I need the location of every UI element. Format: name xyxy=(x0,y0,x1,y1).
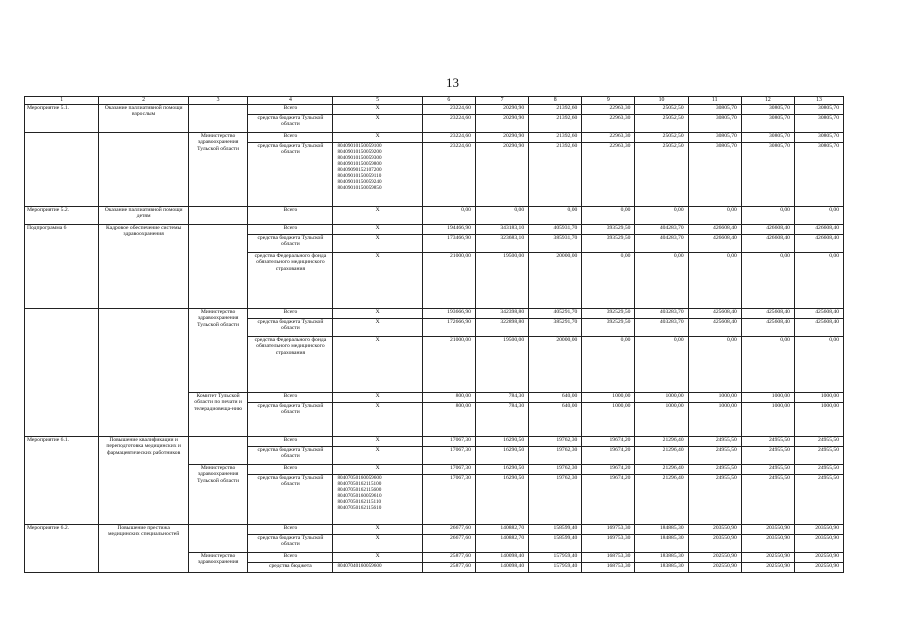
amount: 0,00 xyxy=(422,206,475,224)
amount: 30805,70 xyxy=(794,104,843,114)
amount: 140882,70 xyxy=(475,524,528,534)
amount: 19500,00 xyxy=(475,252,528,308)
amount: 30805,70 xyxy=(741,114,794,132)
funding-source: средства бюджета Тульской области xyxy=(248,446,333,464)
amount: 784,30 xyxy=(475,402,528,436)
amount: 0,00 xyxy=(688,206,741,224)
amount: 0,00 xyxy=(529,206,582,224)
executor: Министерство здравоохранения Тульской области xyxy=(188,464,248,524)
amount: 426608,40 xyxy=(688,234,741,252)
executor xyxy=(188,104,248,132)
amount: 0,00 xyxy=(794,252,843,308)
amount: 30805,70 xyxy=(741,142,794,206)
amount: 426608,40 xyxy=(741,224,794,234)
amount: 183885,30 xyxy=(635,562,688,572)
measure-title: Повышение престижа медицинских специальностей xyxy=(99,524,188,572)
budget-code: Х xyxy=(333,392,422,402)
amount: 19674,20 xyxy=(582,436,635,446)
budget-code: Х xyxy=(333,252,422,308)
funding-source: Всего xyxy=(248,464,333,474)
funding-source: Всего xyxy=(248,206,333,224)
amount: 0,00 xyxy=(741,252,794,308)
funding-source: Всего xyxy=(248,552,333,562)
amount: 24955,50 xyxy=(794,446,843,464)
budget-code: Х xyxy=(333,132,422,142)
amount: 157959,40 xyxy=(529,552,582,562)
amount: 24955,50 xyxy=(794,464,843,474)
amount: 25877,60 xyxy=(422,552,475,562)
budget-code: 80407040160059600 xyxy=(333,562,422,572)
amount: 0,00 xyxy=(688,336,741,392)
measure-name: Мероприятие 5.2. xyxy=(25,206,99,224)
amount: 21296,40 xyxy=(635,474,688,524)
measure-title xyxy=(99,308,188,436)
amount: 21296,40 xyxy=(635,436,688,446)
amount: 20290,90 xyxy=(475,142,528,206)
amount: 25052,50 xyxy=(635,114,688,132)
table-row xyxy=(25,308,844,318)
amount: 0,00 xyxy=(635,252,688,308)
funding-source: Всего xyxy=(248,308,333,318)
budget-code: 80409010150059100 80409010150059200 80409010150059300 80409010150059800 80409090152107200 80409010150059110 80409010150059240 80409010150059850 xyxy=(333,142,422,206)
amount: 203550,90 xyxy=(794,534,843,552)
amount: 322898,80 xyxy=(475,318,528,336)
amount: 25052,50 xyxy=(635,132,688,142)
amount: 21296,40 xyxy=(635,464,688,474)
budget-code: Х xyxy=(333,206,422,224)
amount: 20290,90 xyxy=(475,104,528,114)
amount: 158599,40 xyxy=(529,534,582,552)
amount: 0,00 xyxy=(741,336,794,392)
budget-code: Х xyxy=(333,224,422,234)
column-number: 9 xyxy=(582,97,635,105)
amount: 640,00 xyxy=(529,392,582,402)
funding-source: средства Федерального фонда обязательного медицинского страхования xyxy=(248,336,333,392)
amount: 20290,90 xyxy=(475,114,528,132)
amount: 426608,40 xyxy=(688,224,741,234)
financing-table xyxy=(24,96,844,573)
amount: 22963,30 xyxy=(582,114,635,132)
amount: 25877,60 xyxy=(422,562,475,572)
amount: 26677,60 xyxy=(422,534,475,552)
budget-code: Х xyxy=(333,104,422,114)
amount: 19762,30 xyxy=(529,436,582,446)
budget-code: Х xyxy=(333,318,422,336)
funding-source: Всего xyxy=(248,392,333,402)
amount: 784,30 xyxy=(475,392,528,402)
amount: 1000,00 xyxy=(688,402,741,436)
amount: 202550,90 xyxy=(794,552,843,562)
amount: 404283,70 xyxy=(635,224,688,234)
amount: 203550,90 xyxy=(688,524,741,534)
amount: 23224,60 xyxy=(422,114,475,132)
amount: 425608,40 xyxy=(688,318,741,336)
amount: 21392,60 xyxy=(529,132,582,142)
amount: 425608,40 xyxy=(688,308,741,318)
budget-code: Х xyxy=(333,552,422,562)
amount: 168753,30 xyxy=(582,552,635,562)
executor: Министерство здравоохранения xyxy=(188,552,248,572)
amount: 19762,30 xyxy=(529,464,582,474)
amount: 203550,90 xyxy=(794,524,843,534)
measure-title: Кадровое обеспечение системы здравоохранения xyxy=(99,224,188,308)
amount: 30805,70 xyxy=(794,114,843,132)
amount: 19762,30 xyxy=(529,474,582,524)
amount: 342398,80 xyxy=(475,308,528,318)
amount: 30805,70 xyxy=(741,104,794,114)
table-row xyxy=(25,224,844,234)
amount: 392529,50 xyxy=(582,308,635,318)
amount: 0,00 xyxy=(635,336,688,392)
amount: 425608,40 xyxy=(741,318,794,336)
column-number: 11 xyxy=(688,97,741,105)
budget-code: Х xyxy=(333,114,422,132)
amount: 25052,50 xyxy=(635,142,688,206)
amount: 30805,70 xyxy=(688,142,741,206)
column-number: 12 xyxy=(741,97,794,105)
measure-name: Мероприятие 5.1. xyxy=(25,104,99,132)
amount: 800,00 xyxy=(422,392,475,402)
amount: 168753,30 xyxy=(582,562,635,572)
amount: 23224,60 xyxy=(422,104,475,114)
amount: 393529,50 xyxy=(582,234,635,252)
amount: 425608,40 xyxy=(741,308,794,318)
amount: 21392,60 xyxy=(529,104,582,114)
amount: 157959,40 xyxy=(529,562,582,572)
budget-code: 80407050160059600 80407050162115100 80407050162115600 80407050160059610 80407050162115110 80407050162115610 xyxy=(333,474,422,524)
amount: 403283,70 xyxy=(635,308,688,318)
amount: 0,00 xyxy=(475,206,528,224)
amount: 140098,40 xyxy=(475,562,528,572)
measure-name xyxy=(25,308,99,436)
amount: 30805,70 xyxy=(741,132,794,142)
amount: 202550,90 xyxy=(741,562,794,572)
amount: 0,00 xyxy=(582,206,635,224)
amount: 1000,00 xyxy=(635,392,688,402)
amount: 202550,90 xyxy=(794,562,843,572)
measure-name xyxy=(25,132,99,206)
funding-source: средства бюджета Тульской области xyxy=(248,114,333,132)
column-number: 3 xyxy=(188,97,248,105)
amount: 19674,20 xyxy=(582,464,635,474)
amount: 25052,50 xyxy=(635,104,688,114)
amount: 1000,00 xyxy=(582,392,635,402)
amount: 323683,10 xyxy=(475,234,528,252)
measure-title xyxy=(99,132,188,206)
amount: 26677,60 xyxy=(422,524,475,534)
budget-code: Х xyxy=(333,234,422,252)
amount: 183885,30 xyxy=(635,552,688,562)
amount: 404283,70 xyxy=(635,234,688,252)
amount: 426608,40 xyxy=(741,234,794,252)
funding-source: средства бюджета Тульской области xyxy=(248,402,333,436)
amount: 172666,90 xyxy=(422,318,475,336)
amount: 22963,30 xyxy=(582,142,635,206)
amount: 24955,50 xyxy=(741,464,794,474)
amount: 158599,40 xyxy=(529,524,582,534)
amount: 22963,30 xyxy=(582,104,635,114)
table-row xyxy=(25,132,844,142)
measure-name: Мероприятие 6.1. xyxy=(25,436,99,524)
funding-source: Всего xyxy=(248,524,333,534)
column-number: 8 xyxy=(529,97,582,105)
funding-source: Всего xyxy=(248,436,333,446)
amount: 1000,00 xyxy=(794,392,843,402)
amount: 403283,70 xyxy=(635,318,688,336)
amount: 21000,00 xyxy=(422,252,475,308)
amount: 19762,30 xyxy=(529,446,582,464)
amount: 140098,40 xyxy=(475,552,528,562)
table-header-row xyxy=(25,97,844,105)
amount: 17067,30 xyxy=(422,446,475,464)
amount: 184885,30 xyxy=(635,534,688,552)
amount: 405931,70 xyxy=(529,224,582,234)
amount: 30805,70 xyxy=(688,104,741,114)
amount: 425608,40 xyxy=(794,308,843,318)
amount: 16290,50 xyxy=(475,446,528,464)
table-row xyxy=(25,206,844,224)
amount: 426608,40 xyxy=(794,224,843,234)
amount: 184885,30 xyxy=(635,524,688,534)
amount: 0,00 xyxy=(635,206,688,224)
amount: 343183,10 xyxy=(475,224,528,234)
amount: 405291,70 xyxy=(529,308,582,318)
amount: 392529,50 xyxy=(582,318,635,336)
amount: 140882,70 xyxy=(475,534,528,552)
measure-title: Оказание паллиативной помощи детям xyxy=(99,206,188,224)
amount: 1000,00 xyxy=(688,392,741,402)
amount: 24955,50 xyxy=(688,436,741,446)
amount: 19674,20 xyxy=(582,446,635,464)
executor xyxy=(188,524,248,552)
amount: 21392,60 xyxy=(529,114,582,132)
amount: 22963,30 xyxy=(582,132,635,142)
amount: 385291,70 xyxy=(529,318,582,336)
amount: 173466,90 xyxy=(422,234,475,252)
budget-code: Х xyxy=(333,336,422,392)
amount: 393529,50 xyxy=(582,224,635,234)
column-number: 4 xyxy=(248,97,333,105)
executor xyxy=(188,436,248,464)
executor: Министерство здравоохранения Тульской области xyxy=(188,132,248,206)
column-number: 13 xyxy=(794,97,843,105)
amount: 17067,30 xyxy=(422,474,475,524)
funding-source: Всего xyxy=(248,224,333,234)
measure-title: Повышение квалификации и переподготовка медицинских и фармацевтических работников xyxy=(99,436,188,524)
budget-code: Х xyxy=(333,436,422,446)
amount: 24955,50 xyxy=(688,464,741,474)
amount: 23224,60 xyxy=(422,132,475,142)
amount: 20000,00 xyxy=(529,336,582,392)
amount: 194466,90 xyxy=(422,224,475,234)
budget-code: Х xyxy=(333,308,422,318)
amount: 24955,50 xyxy=(794,474,843,524)
amount: 19500,00 xyxy=(475,336,528,392)
amount: 24955,50 xyxy=(794,436,843,446)
executor: Комитет Тульской области по печати и телерадиовеща-нию xyxy=(188,392,248,436)
funding-source: средства бюджета Тульской области xyxy=(248,318,333,336)
amount: 24955,50 xyxy=(688,446,741,464)
amount: 17067,30 xyxy=(422,436,475,446)
funding-source: средства бюджета Тульской области xyxy=(248,234,333,252)
executor xyxy=(188,224,248,308)
column-number: 10 xyxy=(635,97,688,105)
amount: 30805,70 xyxy=(688,132,741,142)
amount: 1000,00 xyxy=(794,402,843,436)
amount: 203550,90 xyxy=(741,524,794,534)
table-row xyxy=(25,104,844,114)
amount: 202550,90 xyxy=(741,552,794,562)
measure-name: Подпрограмма 6 xyxy=(25,224,99,308)
amount: 16290,50 xyxy=(475,474,528,524)
funding-source: Всего xyxy=(248,132,333,142)
column-number: 6 xyxy=(422,97,475,105)
amount: 24955,50 xyxy=(741,436,794,446)
budget-code: Х xyxy=(333,464,422,474)
amount: 24955,50 xyxy=(741,474,794,524)
amount: 21392,60 xyxy=(529,142,582,206)
column-number: 5 xyxy=(333,97,422,105)
amount: 203550,90 xyxy=(741,534,794,552)
funding-source: средства Федерального фонда обязательного медицинского страхования xyxy=(248,252,333,308)
amount: 426608,40 xyxy=(794,234,843,252)
funding-source: средства бюджета xyxy=(248,562,333,572)
column-number: 7 xyxy=(475,97,528,105)
budget-code: Х xyxy=(333,534,422,552)
amount: 169753,30 xyxy=(582,534,635,552)
amount: 24955,50 xyxy=(688,474,741,524)
amount: 20000,00 xyxy=(529,252,582,308)
column-number: 2 xyxy=(99,97,188,105)
amount: 0,00 xyxy=(582,252,635,308)
amount: 30805,70 xyxy=(688,114,741,132)
amount: 193666,90 xyxy=(422,308,475,318)
amount: 16290,50 xyxy=(475,464,528,474)
amount: 21000,00 xyxy=(422,336,475,392)
amount: 425608,40 xyxy=(794,318,843,336)
amount: 800,00 xyxy=(422,402,475,436)
funding-source: Всего xyxy=(248,104,333,114)
amount: 0,00 xyxy=(741,206,794,224)
amount: 1000,00 xyxy=(635,402,688,436)
amount: 203550,90 xyxy=(688,534,741,552)
amount: 1000,00 xyxy=(741,392,794,402)
budget-code: Х xyxy=(333,446,422,464)
amount: 30805,70 xyxy=(794,132,843,142)
column-number: 1 xyxy=(25,97,99,105)
amount: 30805,70 xyxy=(794,142,843,206)
table-row xyxy=(25,524,844,534)
amount: 640,00 xyxy=(529,402,582,436)
amount: 1000,00 xyxy=(741,402,794,436)
table-row xyxy=(25,436,844,446)
amount: 0,00 xyxy=(794,336,843,392)
amount: 17067,30 xyxy=(422,464,475,474)
amount: 21296,40 xyxy=(635,446,688,464)
amount: 16290,50 xyxy=(475,436,528,446)
amount: 385931,70 xyxy=(529,234,582,252)
measure-title: Оказание паллиативной помощи взрослым xyxy=(99,104,188,132)
measure-name: Мероприятие 6.2. xyxy=(25,524,99,572)
budget-code: Х xyxy=(333,524,422,534)
amount: 24955,50 xyxy=(741,446,794,464)
amount: 202550,90 xyxy=(688,562,741,572)
amount: 23224,60 xyxy=(422,142,475,206)
amount: 19674,20 xyxy=(582,474,635,524)
budget-code: Х xyxy=(333,402,422,436)
amount: 0,00 xyxy=(582,336,635,392)
amount: 0,00 xyxy=(794,206,843,224)
funding-source: средства бюджета Тульской области xyxy=(248,474,333,524)
amount: 169753,30 xyxy=(582,524,635,534)
executor xyxy=(188,206,248,224)
amount: 0,00 xyxy=(688,252,741,308)
funding-source: средства бюджета Тульской области xyxy=(248,142,333,206)
funding-source: средства бюджета Тульской области xyxy=(248,534,333,552)
amount: 202550,90 xyxy=(688,552,741,562)
page-number: 13 xyxy=(446,75,459,90)
executor: Министерство здравоохранения Тульской области xyxy=(188,308,248,392)
amount: 1000,00 xyxy=(582,402,635,436)
amount: 20290,90 xyxy=(475,132,528,142)
